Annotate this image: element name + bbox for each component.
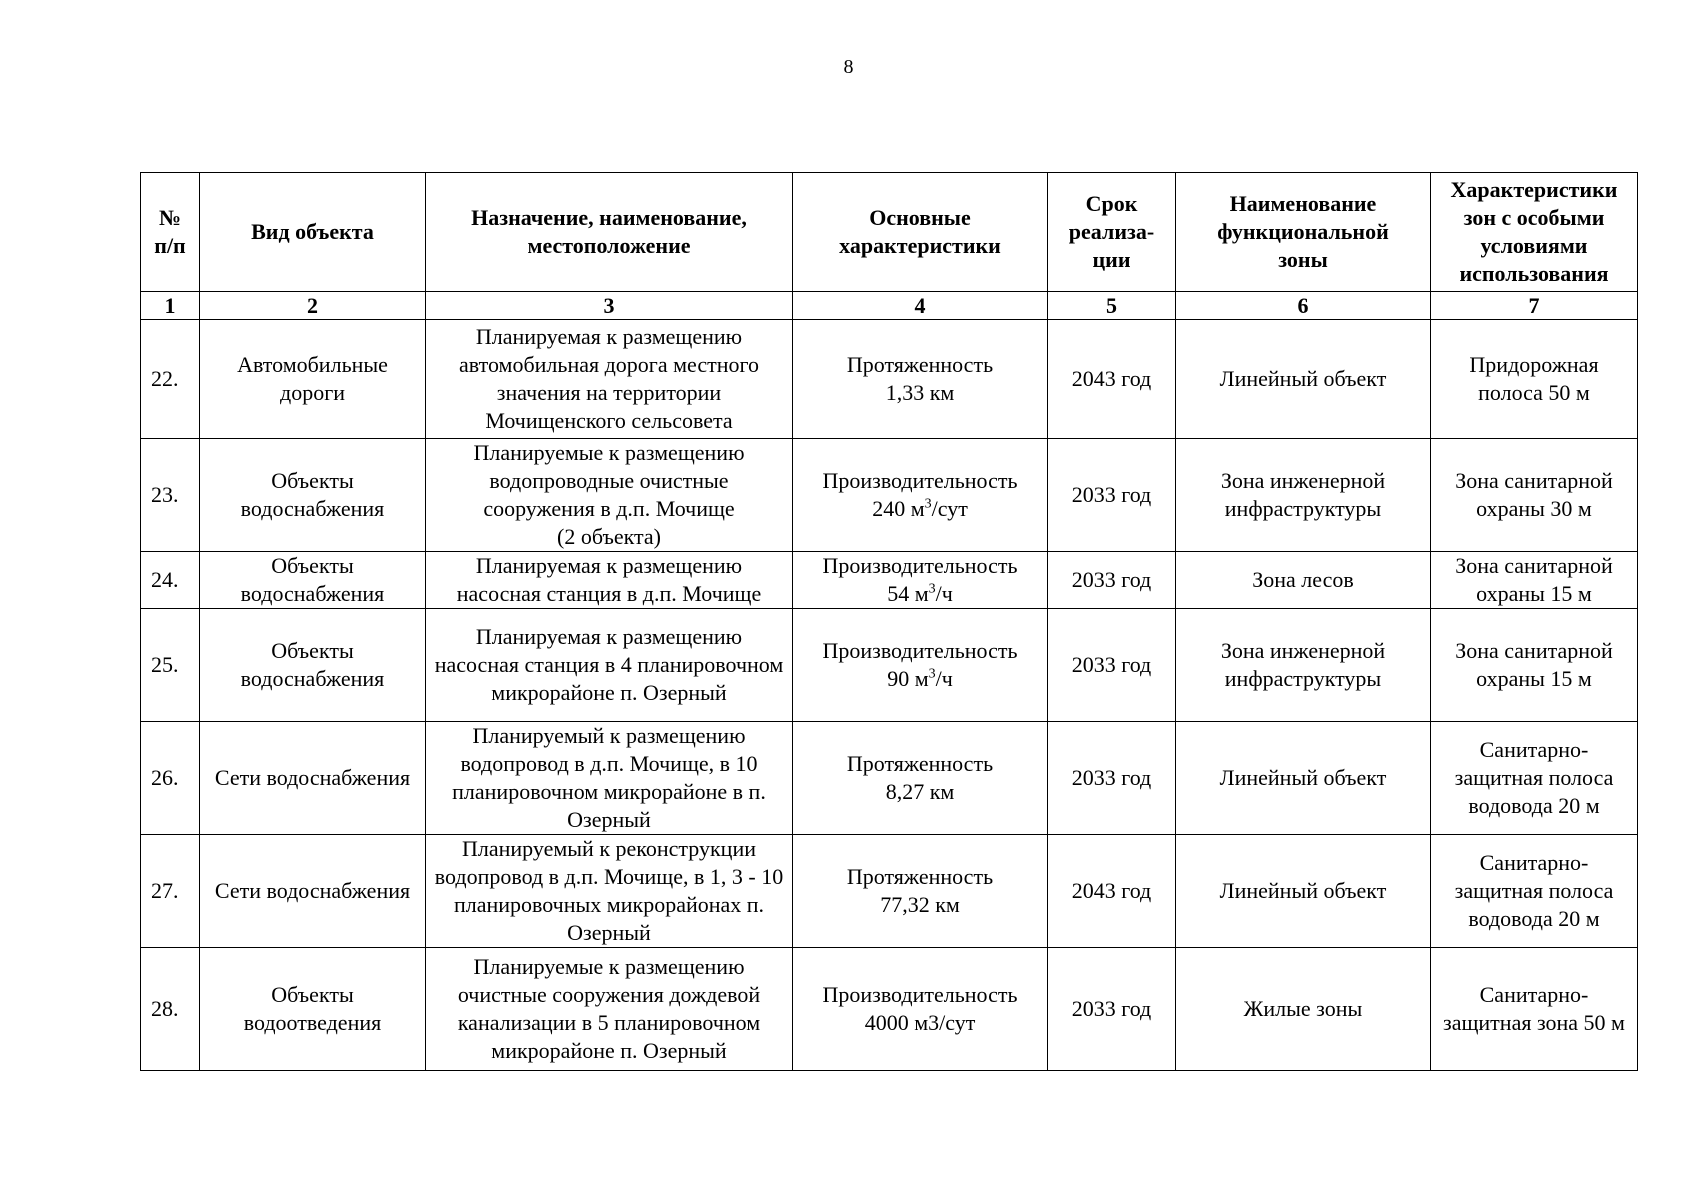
zone-restrictions: Зона санитарной охраны 15 м [1431, 552, 1638, 609]
table-row [141, 439, 1638, 552]
zone-restrictions: Санитарно-защитная полоса водовода 20 м [1431, 722, 1638, 835]
functional-zone: Линейный объект [1176, 320, 1431, 439]
table-row [141, 722, 1638, 835]
object-type: Объекты водоотведения [200, 948, 426, 1071]
table-row [141, 835, 1638, 948]
header-purpose: Назначение, наименование, местоположение [426, 173, 793, 292]
zone-restrictions: Зона санитарной охраны 30 м [1431, 439, 1638, 552]
zone-restrictions: Санитарно-защитная зона 50 м [1431, 948, 1638, 1071]
implementation-term: 2043 год [1048, 835, 1176, 948]
functional-zone: Жилые зоны [1176, 948, 1431, 1071]
object-characteristics: Протяженность 1,33 км [793, 320, 1048, 439]
column-number: 2 [200, 292, 426, 320]
object-purpose: Планируемый к реконструкции водопровод в д.п. Мочище, в 1, 3 - 10 планировочных микрорайонах п. Озерный [426, 835, 793, 948]
object-characteristics: Производительность 4000 м3/сут [793, 948, 1048, 1071]
table-row [141, 552, 1638, 609]
object-type: Сети водоснабжения [200, 835, 426, 948]
zone-restrictions: Санитарно-защитная полоса водовода 20 м [1431, 835, 1638, 948]
functional-zone: Зона инженерной инфраструктуры [1176, 609, 1431, 722]
column-number-row [141, 292, 1638, 320]
row-number: 26. [141, 722, 200, 835]
header-object-type: Вид объекта [200, 173, 426, 292]
header-number: № п/п [141, 173, 200, 292]
row-number: 23. [141, 439, 200, 552]
implementation-term: 2033 год [1048, 609, 1176, 722]
implementation-term: 2033 год [1048, 722, 1176, 835]
header-functional-zone: Наименование функциональной зоны [1176, 173, 1431, 292]
header-term: Срок реализа- ции [1048, 173, 1176, 292]
column-number: 5 [1048, 292, 1176, 320]
column-number: 3 [426, 292, 793, 320]
zone-restrictions: Зона санитарной охраны 15 м [1431, 609, 1638, 722]
object-type: Объекты водоснабжения [200, 552, 426, 609]
object-type: Объекты водоснабжения [200, 609, 426, 722]
object-characteristics: Протяженность 77,32 км [793, 835, 1048, 948]
table-row [141, 609, 1638, 722]
functional-zone: Линейный объект [1176, 722, 1431, 835]
zone-restrictions: Придорожная полоса 50 м [1431, 320, 1638, 439]
object-characteristics: Протяженность 8,27 км [793, 722, 1048, 835]
row-number: 27. [141, 835, 200, 948]
object-type: Сети водоснабжения [200, 722, 426, 835]
functional-zone: Линейный объект [1176, 835, 1431, 948]
functional-zone: Зона инженерной инфраструктуры [1176, 439, 1431, 552]
object-characteristics: Производительность 90 $м^3/ч$ [793, 609, 1048, 722]
object-purpose: Планируемая к размещению насосная станция в д.п. Мочище [426, 552, 793, 609]
object-purpose: Планируемые к размещению очистные сооружения дождевой канализации в 5 планировочном микрорайоне п. Озерный [426, 948, 793, 1071]
column-number: 1 [141, 292, 200, 320]
implementation-term: 2033 год [1048, 439, 1176, 552]
implementation-term: 2033 год [1048, 948, 1176, 1071]
column-number: 6 [1176, 292, 1431, 320]
object-characteristics: Производительность 54 $м^3/ч$ [793, 552, 1048, 609]
row-number: 22. [141, 320, 200, 439]
page-number: 8 [843, 56, 854, 78]
column-number: 4 [793, 292, 1048, 320]
table-row [141, 948, 1638, 1071]
row-number: 25. [141, 609, 200, 722]
header-characteristics: Основные характеристики [793, 173, 1048, 292]
column-number: 7 [1431, 292, 1638, 320]
object-purpose: Планируемые к размещению водопроводные очистные сооружения в д.п. Мочище (2 объекта) [426, 439, 793, 552]
header-zone-restrictions: Характеристики зон с особыми условиями использования [1431, 173, 1638, 292]
planned-objects-table [140, 172, 1638, 1071]
implementation-term: 2043 год [1048, 320, 1176, 439]
table-row [141, 320, 1638, 439]
row-number: 24. [141, 552, 200, 609]
object-purpose: Планируемый к размещению водопровод в д.п. Мочище, в 10 планировочном микрорайоне в п. Озерный [426, 722, 793, 835]
functional-zone: Зона лесов [1176, 552, 1431, 609]
object-purpose: Планируемая к размещению автомобильная дорога местного значения на территории Мочищенского сельсовета [426, 320, 793, 439]
object-type: Объекты водоснабжения [200, 439, 426, 552]
object-characteristics: Производительность 240 $м^3$/сут [793, 439, 1048, 552]
table-header-row [141, 173, 1638, 292]
object-type: Автомобильные дороги [200, 320, 426, 439]
implementation-term: 2033 год [1048, 552, 1176, 609]
object-purpose: Планируемая к размещению насосная станция в 4 планировочном микрорайоне п. Озерный [426, 609, 793, 722]
row-number: 28. [141, 948, 200, 1071]
